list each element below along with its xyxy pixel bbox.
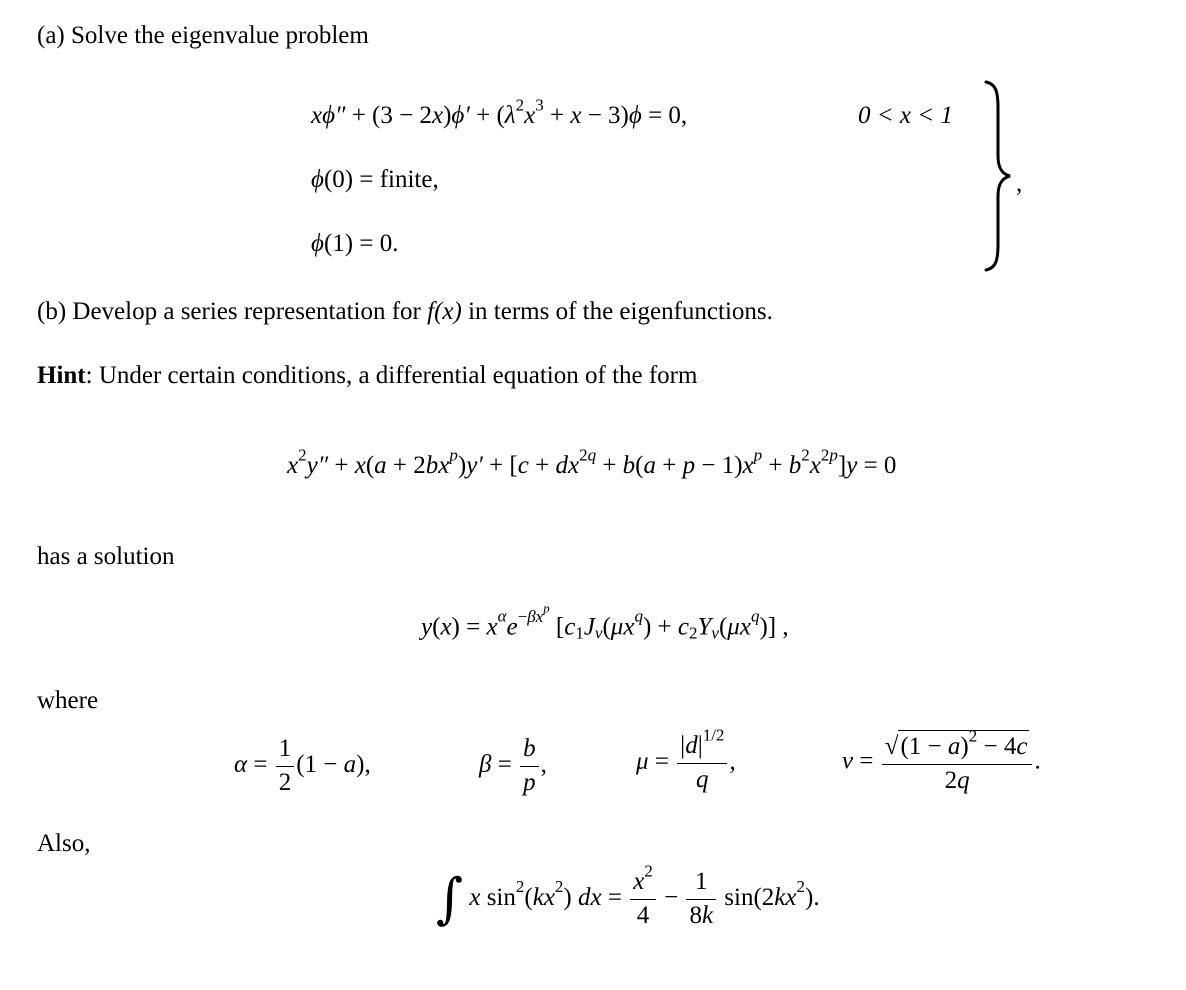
hint-text: : Under certain conditions, a differential equation of the form [85, 362, 698, 389]
right-brace [960, 78, 1012, 274]
hint-line [37, 362, 697, 390]
part-a-heading: (a) Solve the eigenvalue problem [37, 22, 369, 49]
part-b-rest: in terms of the eigenfunctions. [468, 298, 773, 325]
brace-comma: , [1016, 170, 1023, 197]
mu-definition: μ = $\frac{|d|^{1/2}}{q}$ , [636, 725, 736, 793]
part-b-heading [37, 298, 773, 326]
hint-bold: Hint [37, 362, 86, 389]
solution-formula: $y(x) = x^\alpha e^{-\beta x^p}$ $[c_1J_\nu(\mu x^q) + c_2Y_\nu(\mu x^q)]$ , [421, 601, 789, 643]
bc1-value: 0. [379, 230, 399, 257]
x2-over-4: $\frac{x^2}{4}$ [630, 868, 656, 931]
also-text: Also, [37, 830, 91, 857]
nu-definition: ν = $\frac{√(1 - a)^2 - 4c}{2q}$ . [842, 726, 1041, 794]
boundary-condition-0: ϕ(0) = finite, [311, 166, 439, 193]
part-b-label: (b) Develop a series representation for [37, 298, 421, 325]
domain-condition: 0 < x < 1 [858, 102, 953, 129]
where-text: where [37, 687, 99, 714]
beta-fraction: $\frac{b}{p}$ [520, 735, 539, 798]
mu-fraction: $\frac{|d|^{1/2}}{q}$ [677, 732, 727, 795]
integral-sign: ∫ [436, 867, 464, 931]
integral-identity: ∫ x $\sin^2(kx^2)$ dx = $\frac{x^2}{4}$ − $\frac{1}{8k}$ $\sin(2kx^2)$. [436, 861, 820, 931]
bc0-value: finite, [379, 166, 439, 193]
nu-fraction: $\frac{√(1 - a)^2 - 4c}{2q}$ [882, 730, 1033, 796]
fx-symbol: f(x) [427, 298, 462, 325]
one-over-8k: $\frac{1}{8k}$ [686, 868, 716, 931]
alpha-fraction: $\frac{1}{2}$ [276, 735, 295, 798]
alpha-definition: α = $\frac{1}{2}$ (1 − a), [234, 735, 371, 796]
eigen-ode: $x\phi'' + (3 - 2x)\phi' + (\lambda^2x^3 + x - 3)\phi = 0$, [311, 95, 688, 129]
general-ode: $x^2y'' + x(a + 2bx^p)y' + [c + dx^{2q} + b(a + p - 1)x^p + b^2x^{2p}]y = 0$ [287, 445, 897, 479]
boundary-condition-1: ϕ(1) = 0. [311, 230, 399, 257]
beta-definition: β = $\frac{b}{p}$ , [479, 735, 547, 796]
has-solution-text: has a solution [37, 543, 175, 570]
